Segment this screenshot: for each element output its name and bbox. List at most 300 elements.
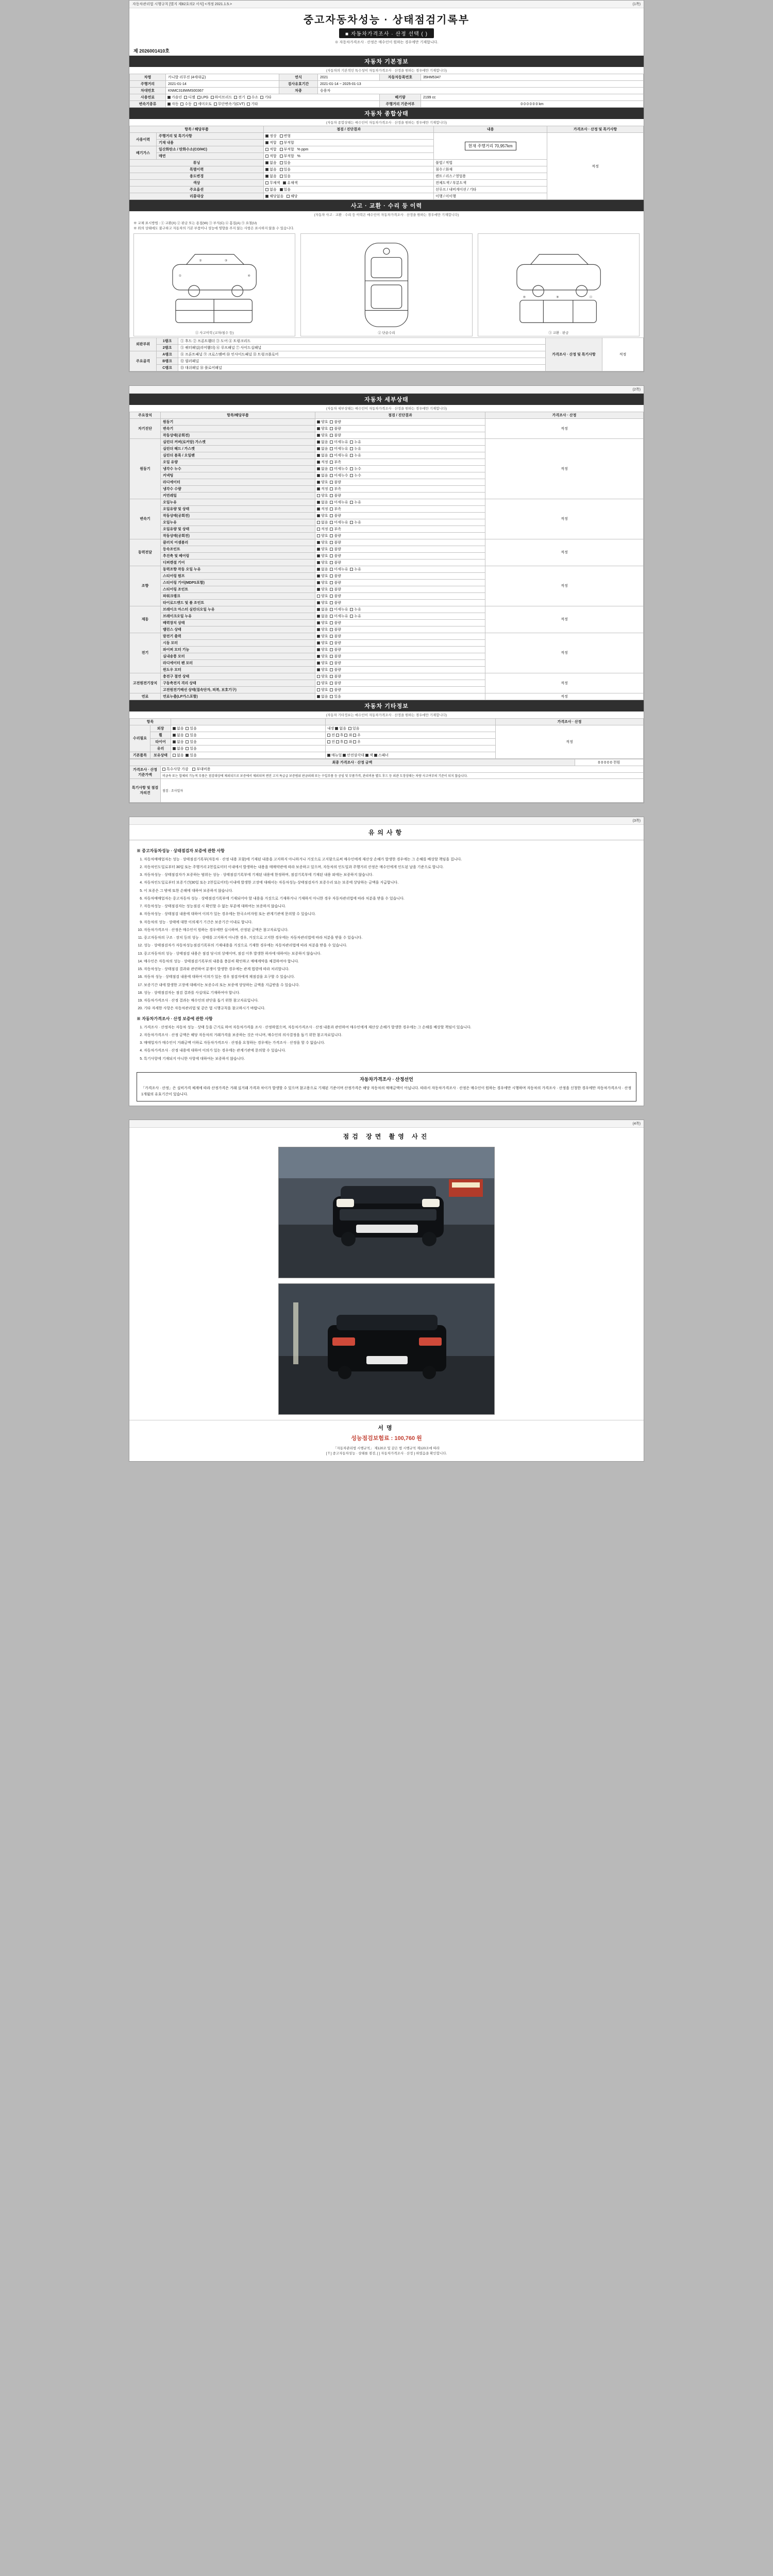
section-basic-info: 자동차 기본정보 xyxy=(129,56,644,67)
etc-result-tire[interactable]: 없음 있음 xyxy=(171,738,326,745)
notice-item: 5. 특기사항에 기재되지 아니한 사항에 대하여는 보증하지 않습니다. xyxy=(144,1056,636,1062)
price-special-note: 비금속 또는 합체의 기능적 부품은 점검대상에 제외되므로 보증에서 제외되며 엔진 고지 특급급 보증범위 판금외래 또는 수입부품 등 공임 및 부품가격, 관리비용 별도 후드 등 외관 도장상태는 차량 사고여부의 기준이 되지 않습니다. xyxy=(161,772,644,778)
etc-result-glass[interactable]: 없음 있음 xyxy=(171,745,326,752)
detail-item-1-8: 커먼레일 xyxy=(161,492,315,499)
inspection-photo-rear[interactable] xyxy=(278,1283,495,1415)
notice-item: 8. 자동차성능 · 상태점검 내용에 대하여 이의가 있는 경우에는 한국소비자원 또는 관계기관에 문의할 수 있습니다. xyxy=(144,911,636,918)
field-value-firstreg: 2021-01-14 xyxy=(166,81,279,88)
wheel-pos-2[interactable]: 좌 xyxy=(344,734,352,737)
overall-row-5-result[interactable]: 없음 있음 xyxy=(264,166,434,173)
overall-row-9-result[interactable]: 해당없음 해당 xyxy=(264,193,434,200)
field-label-displacement: 배기량 xyxy=(380,94,421,101)
detail-group-1: 원동기 xyxy=(130,438,161,499)
detail-note-8: 적정 xyxy=(485,693,644,700)
detail-result-1-6[interactable]: 양호 불량 xyxy=(315,479,485,485)
detail-item-5-1: 브레이크오일 누유 xyxy=(161,613,315,619)
final-price-label: 최종 가격조사 · 산정 금액 xyxy=(130,759,575,766)
car-top-diagram-icon xyxy=(301,234,472,336)
declaration-title: 자동차가격조사 · 산정선언 xyxy=(360,1076,413,1082)
detail-result-3-2[interactable]: 양호 불량 xyxy=(315,552,485,559)
panel-rank-1-rank: 2랭크 xyxy=(157,344,178,351)
etc-result-interior[interactable]: 내장 없음 있음 xyxy=(326,725,496,732)
page-3-header-left xyxy=(132,818,133,823)
panel-rank-1-items: ⑤ 쿼터패널(리어휀더) ⑥ 루프패널 ⑦ 사이드실패널 xyxy=(178,344,546,351)
overall-row-4-right: 불법 / 적법 xyxy=(434,160,547,166)
notice-item: 15. 자동차성능 · 상태점검 결과와 관련하여 분쟁이 발생한 경우에는 관계 법령에 따라 처리합니다. xyxy=(144,967,636,973)
notice-body xyxy=(129,840,644,1068)
car-diagram-right[interactable] xyxy=(478,233,640,336)
overall-row-7-right: 전체도색 / 부분도색 xyxy=(434,180,547,187)
section-detail-state: 자동차 세부상태 xyxy=(129,394,644,405)
page-4 xyxy=(129,1120,644,1462)
overall-row-8-result[interactable]: 없음 있음 xyxy=(264,187,434,193)
overall-note-cell: 적정 xyxy=(547,133,644,200)
field-label-cartype: 차종 xyxy=(279,88,318,94)
overall-row-1-result[interactable]: 적합 부적합 xyxy=(264,140,434,146)
special-notes-value: 점검 · 조사일자 xyxy=(161,778,644,802)
detail-result-2-3[interactable]: 없음 미세누유 누유 xyxy=(315,519,485,526)
detail-result-1-0[interactable]: 없음 미세누유 누유 xyxy=(315,438,485,445)
notice-list-3 xyxy=(144,1025,636,1062)
detail-result-6-0[interactable]: 양호 불량 xyxy=(315,633,485,639)
basic-info-table xyxy=(129,74,644,108)
report-number xyxy=(129,46,644,56)
detail-note-4: 적정 xyxy=(485,566,644,606)
detail-result-3-1[interactable]: 양호 불량 xyxy=(315,546,485,552)
car-diagram-mid[interactable] xyxy=(300,233,473,336)
fuel-option-3[interactable]: 하이브리드 xyxy=(211,96,232,99)
notice-item: 3. 매매업자가 매수인이 거래금액 이하로 자동차가격조사 · 산정을 요청하는 경우에는 가격조사 · 산정을 할 수 없습니다. xyxy=(144,1040,636,1046)
detail-group-0: 자기진단 xyxy=(130,418,161,438)
field-value-inspect: 2021-01-14 ~ 2025-01-13 xyxy=(318,81,644,88)
field-value-vin: KNMC318WMS00367 xyxy=(166,88,279,94)
overall-row-4-result[interactable]: 없음 있음 xyxy=(264,160,434,166)
tire-pos-2[interactable]: 좌 xyxy=(344,740,352,744)
panel-rank-4-rank: C랭크 xyxy=(157,364,178,371)
detail-result-7-1[interactable]: 양호 불량 xyxy=(315,680,485,686)
section-etc-info: 자동차 기타정보 xyxy=(129,700,644,711)
notice-title: 유의사항 xyxy=(129,825,644,840)
notice-item: 5. 이 보증은 그 밖에 또한 손해에 대하여 보증하지 않습니다. xyxy=(144,888,636,894)
detail-result-7-0[interactable]: 양호 불량 xyxy=(315,673,485,680)
detail-item-1-7: 냉각수 수량 xyxy=(161,485,315,492)
report-number-label: 제 xyxy=(133,48,138,54)
detail-result-6-2[interactable]: 양호 불량 xyxy=(315,646,485,653)
car-side-diagram-icon xyxy=(134,234,295,336)
etc-group-basic: 기본품목 xyxy=(130,752,150,758)
trans-option-2[interactable]: 세미오토 xyxy=(194,103,212,106)
detail-item-2-0: 오일누유 xyxy=(161,499,315,505)
photo-front-illustration xyxy=(279,1147,495,1278)
detail-item-1-5: 커넥팅 xyxy=(161,472,315,479)
footer-legal-line-2: [ T ] 중고자동차성능 · 상태를 점검, [ ] 자동차가격조사 · 산정 } 하였음을 확인합니다. xyxy=(326,1452,447,1456)
svg-text:②: ② xyxy=(199,259,202,262)
section-overall-note: (자동차 종합상태는 매수인이 자동차가격조사 · 산정을 원하는 경우에만 기재합니다) xyxy=(326,121,447,125)
overall-row-9-key: 리콜대상 xyxy=(130,193,264,200)
detail-result-0-0[interactable]: 양호 불량 xyxy=(315,418,485,425)
detail-item-3-2: 추진축 및 베어링 xyxy=(161,552,315,559)
overall-col-right: 내용 xyxy=(434,126,547,133)
notice-heading-2: ※ 자동차가격조사 · 산정 보증에 관한 사항 xyxy=(137,1016,213,1021)
etc-item-glass: 유리 xyxy=(150,745,171,752)
notice-item: 4. 자동차가격조사 · 산정 내용에 대하여 이의가 있는 경우에는 관계기관에 문의할 수 있습니다. xyxy=(144,1048,636,1054)
section-basic-note: (자동차의 기본적인 특수성이 자동차가격조사 · 산정을 원하는 경우에만 기재합니다) xyxy=(326,69,447,73)
overall-row-2-result[interactable]: 적합 부적합 % ppm xyxy=(264,146,434,153)
page-1 xyxy=(129,0,644,372)
car-diagram-mid-caption: ② 단순수리 xyxy=(378,331,395,335)
field-label-mileage-std: 주행거리 기준여부 xyxy=(380,101,421,108)
report-number-value: 2026001410호 xyxy=(139,48,170,54)
detail-result-4-4[interactable]: 양호 불량 xyxy=(315,592,485,599)
detail-result-2-2[interactable]: 양호 불량 xyxy=(315,512,485,519)
price-check-1[interactable]: 특수사항 가감 xyxy=(162,768,189,771)
tire-pos-0[interactable]: 전 xyxy=(327,740,335,744)
fuel-option-5[interactable]: 수소 xyxy=(247,96,259,99)
detail-item-1-4: 냉각수 누수 xyxy=(161,465,315,472)
detail-result-2-0[interactable]: 없음 미세누유 누유 xyxy=(315,499,485,505)
notice-item: 16. 자동차 성능 · 상태점검 내용에 대하여 이의가 있는 경우 점검자에게 재점검을 요구할 수 있습니다. xyxy=(144,974,636,980)
overall-row-9-right: 이행 / 미이행 xyxy=(434,193,547,200)
etc-col-note: 가격조사 · 산정 xyxy=(496,718,644,725)
detail-result-1-3[interactable]: 적정 부족 xyxy=(315,459,485,465)
page-3 xyxy=(129,817,644,1106)
notice-item: 7. 자동차성능 · 상태점검자는 성능점검 시 확인할 수 없는 부분에 대하여는 보증하지 않습니다. xyxy=(144,904,636,910)
detail-result-1-2[interactable]: 없음 미세누유 누유 xyxy=(315,452,485,459)
form-legal-ref: 자동차관리법 시행규칙 [별지 제82호의2 서식] <개정 2021.1.5.> xyxy=(132,3,232,6)
detail-state-table xyxy=(129,412,644,700)
notice-item: 11. 중고자동차의 구조 · 장치 등의 성능 · 상태를 고지하지 아니한 경우, 거짓으로 고지한 경우에는 자동차관리법에 따라 처분을 받을 수 있습니다. xyxy=(144,935,636,941)
car-diagram-left-caption: ① 사고이력 (교차/침수 등) xyxy=(195,331,234,335)
overall-row-2-key: 배기가스 xyxy=(130,146,157,160)
accident-diagram-area xyxy=(129,218,644,337)
accident-right-col-label: 가격조사 · 산정 및 특기사항 xyxy=(546,337,602,371)
detail-result-5-3[interactable]: 양호 불량 xyxy=(315,626,485,633)
price-basis-checks[interactable] xyxy=(161,766,644,772)
page-4-header-left xyxy=(132,1121,133,1126)
field-label-carname: 차명 xyxy=(130,74,166,81)
detail-note-5: 적정 xyxy=(485,606,644,633)
page-2-header xyxy=(129,386,644,394)
detail-col-item: 항목/해당부품 xyxy=(161,412,315,418)
etc-basic-items[interactable] xyxy=(326,752,496,758)
detail-item-3-3: 디퍼렌셜 기어 xyxy=(161,559,315,566)
inspection-insurance-fee: 성능점검보험료 : 100,760 원 xyxy=(351,1435,422,1442)
trans-option-4[interactable]: 기타 xyxy=(247,103,258,106)
overall-row-6-right: 렌트 / 리스 / 영업용 xyxy=(434,173,547,180)
detail-item-1-0: 실린더 커버(로커암) 가스켓 xyxy=(161,438,315,445)
notice-item: 13. 중고자동차의 성능 · 상태점검 내용은 점검 당시의 상태이며, 점검 이후 발생한 하자에 대하여는 보증하지 않습니다. xyxy=(144,951,636,957)
etc-item-tire: 타이어 xyxy=(150,738,171,745)
overall-col-item: 항목 / 해당부품 xyxy=(130,126,264,133)
panel-rank-0-rank: 1랭크 xyxy=(157,337,178,344)
page-number-2: (2쪽) xyxy=(632,387,641,392)
etc-item-basic: 보유상태 xyxy=(150,752,171,758)
section-detail-note: (자동차 세부상태는 매수인이 자동차가격조사 · 산정을 원하는 경우에만 기재합니다) xyxy=(326,406,447,411)
panel-rank-0-key: 외판부위 xyxy=(130,337,157,351)
etc-item-exterior: 외장 xyxy=(150,725,171,732)
detail-result-8-0[interactable]: 없음 있음 xyxy=(315,693,485,700)
detail-result-0-1[interactable]: 양호 불량 xyxy=(315,425,485,432)
tire-pos-1[interactable]: 후 xyxy=(336,740,344,744)
photos-title: 점검 장면 촬영 사진 xyxy=(343,1132,430,1140)
page-subtitle: ■ 자동차가격조사 · 산정 선택 ( ) xyxy=(339,28,434,38)
etc-item-wheel: 휠 xyxy=(150,732,171,738)
notice-item: 10. 자동차가격조사 · 산정은 매수인이 원하는 경우에만 실시하며, 산정된 금액은 참고자료입니다. xyxy=(144,927,636,934)
detail-result-3-3[interactable]: 양호 불량 xyxy=(315,559,485,566)
section-overall-state: 자동차 종합상태 xyxy=(129,108,644,119)
detail-item-5-0: 브레이크 마스터 실린더오일 누유 xyxy=(161,606,315,613)
notice-item: 20. 기타 자세한 사항은 자동차관리법 및 같은 법 시행규칙을 참고하시기 바랍니다. xyxy=(144,1006,636,1012)
wheel-pos-0[interactable]: 전 xyxy=(327,734,335,737)
detail-result-4-1[interactable]: 양호 불량 xyxy=(315,572,485,579)
detail-item-3-1: 등속조인트 xyxy=(161,546,315,552)
car-diagram-left[interactable] xyxy=(133,233,295,336)
page-2-header-left xyxy=(132,387,133,392)
notice-list-1 xyxy=(144,857,636,934)
detail-item-7-0: 충전구 절연 상태 xyxy=(161,673,315,680)
detail-group-8: 연료 xyxy=(130,693,161,700)
basic-item-3[interactable]: 스패너 xyxy=(374,754,389,757)
fuel-option-0[interactable]: 가솔린 xyxy=(167,96,182,99)
detail-item-4-4: 파워크랭크 xyxy=(161,592,315,599)
panel-rank-4-items: ⑬ 대쉬패널 ⑭ 플로어패널 xyxy=(178,364,546,371)
etc-result-basic[interactable]: 없음 있음 xyxy=(171,752,326,758)
detail-note-7: 적정 xyxy=(485,673,644,693)
etc-tire-positions[interactable] xyxy=(326,738,496,745)
overall-row-5-key: 특별이력 xyxy=(130,166,264,173)
fuel-option-6[interactable]: 기타 xyxy=(260,96,272,99)
detail-item-6-0: 발전기 출력 xyxy=(161,633,315,639)
detail-group-2: 변속기 xyxy=(130,499,161,539)
svg-text:⑨: ⑨ xyxy=(556,296,559,299)
overall-col-note: 가격조사 · 산정 및 특기사항 xyxy=(547,126,644,133)
detail-result-4-0[interactable]: 없음 미세누유 누유 xyxy=(315,566,485,572)
svg-text:④: ④ xyxy=(247,274,250,278)
field-value-carname: 카니발 리무진 (4세대급) xyxy=(166,74,279,81)
overall-row-1-sub: 기재 내용 xyxy=(157,140,264,146)
overall-row-7-key: 색상 xyxy=(130,180,264,187)
field-label-vin: 차대번호 xyxy=(130,88,166,94)
detail-item-6-4: 라디에이터 팬 모터 xyxy=(161,659,315,666)
etc-glass-blank xyxy=(326,745,496,752)
overall-row-6-result[interactable]: 없음 있음 xyxy=(264,173,434,180)
detail-item-6-2: 와이퍼 모터 기능 xyxy=(161,646,315,653)
detail-result-6-4[interactable]: 양호 불량 xyxy=(315,659,485,666)
etc-wheel-positions[interactable] xyxy=(326,732,496,738)
basic-item-0[interactable]: 매뉴얼 xyxy=(327,754,342,757)
detail-group-3: 동력전달 xyxy=(130,539,161,566)
page-1-header xyxy=(129,1,644,8)
panel-rank-0-items: ① 후드 ② 프론트휀더 ③ 도어 ④ 트렁크리드 xyxy=(178,337,546,344)
etc-group-repair: 수리필요 xyxy=(130,725,150,752)
wheel-pos-3[interactable]: 우 xyxy=(353,734,361,737)
fuel-checkbox-group[interactable] xyxy=(166,94,380,101)
overall-row-0-sub: 주행거리 및 특기사항 xyxy=(157,133,264,140)
detail-note-6: 적정 xyxy=(485,633,644,673)
detail-result-5-2[interactable]: 양호 불량 xyxy=(315,619,485,626)
detail-note-2: 적정 xyxy=(485,499,644,539)
detail-result-4-2[interactable]: 양호 불량 xyxy=(315,579,485,586)
detail-result-3-0[interactable]: 양호 불량 xyxy=(315,539,485,546)
detail-item-4-5: 타이로드엔드 및 볼 조인트 xyxy=(161,599,315,606)
price-basis-label: 가격조사 · 산정 기준가액 xyxy=(130,766,161,778)
detail-result-2-5[interactable]: 양호 불량 xyxy=(315,532,485,539)
section-etc-note: (자동차 기타정보는 매수인이 자동차가격조사 · 산정을 원하는 경우에만 기재합니다) xyxy=(326,713,447,717)
svg-text:⑧: ⑧ xyxy=(523,296,526,299)
fuel-option-4[interactable]: 전기 xyxy=(234,96,245,99)
declaration-box xyxy=(137,1072,636,1101)
overall-row-0-result[interactable]: 정상 변형 xyxy=(264,133,434,140)
detail-item-7-2: 고전원전기배선 상태(접속단자, 피복, 보호기구) xyxy=(161,686,315,693)
notice-item: 1. 가격조사 · 산정자는 자동차 성능 · 상태 등을 근거로 하여 자동차가격을 조사 · 산정하였으며, 자동차가격조사 · 산정 내용과 관련하여 매수인에게 재산상 손해가 발생한 경우에는 그 손해를 배상할 책임이 있습니다. xyxy=(144,1025,636,1031)
wheel-pos-1[interactable]: 후 xyxy=(336,734,344,737)
detail-col-note: 가격조사 · 산정 xyxy=(485,412,644,418)
car-diagrams xyxy=(133,233,640,336)
notice-item: 2. 자동차인도일로부터 30일 또는 주행거리 2천킬로미터 이내에서 발생하는 내용을 매매약관에 따라 보증하고 있으며, 자동차의 인도일과 주행거리 산정은 매수인에게 인도된 날을 기준으로 합니다. xyxy=(144,865,636,871)
basic-item-2[interactable]: 잭 xyxy=(365,754,373,757)
field-value-cartype: 승용차 xyxy=(318,88,644,94)
detail-result-6-1[interactable]: 양호 불량 xyxy=(315,639,485,646)
overall-row-8-key: 주요옵션 xyxy=(130,187,264,193)
overall-row-3-sub: 매연 xyxy=(157,153,264,160)
trans-option-3[interactable]: 무단변속기(CVT) xyxy=(214,103,245,106)
notice-item: 1. 자동차매매업자는 성능 · 상태점검기록부(자동차 · 산정 내용 포함)에 기재된 내용을 고지하지 아니하거나 거짓으로 고지함으로써 매수인에게 재산상 손해가 발생한 경우에는 그 손해를 배상할 책임을 집니다. xyxy=(144,857,636,863)
detail-result-5-0[interactable]: 없음 미세누유 누유 xyxy=(315,606,485,613)
final-price-amount: 0 0 0 0 0 천원 xyxy=(575,759,643,766)
detail-result-4-5[interactable]: 양호 불량 xyxy=(315,599,485,606)
notice-item: 2. 자동차가격조사 · 산정 금액은 해당 자동차의 거래가격을 보증하는 것은 아니며, 매수인의 의사결정을 돕기 위한 참고자료입니다. xyxy=(144,1032,636,1039)
footer-legal-note xyxy=(129,1446,644,1461)
detail-item-2-2: 작동상태(공회전) xyxy=(161,512,315,519)
overall-row-8-right: 선루프 / 내비게이션 / 기타 xyxy=(434,187,547,193)
page-number-4: (4쪽) xyxy=(632,1122,641,1126)
detail-item-0-0: 원동기 xyxy=(161,418,315,425)
detail-item-6-5: 윈도우 모터 xyxy=(161,666,315,673)
field-label-regno: 자동차등록번호 xyxy=(380,74,421,81)
detail-item-3-0: 클러치 어셈블리 xyxy=(161,539,315,546)
overall-row-0-key: 사용이력 xyxy=(130,133,157,146)
detail-group-6: 전기 xyxy=(130,633,161,673)
signature-title: 서명 xyxy=(129,1420,644,1433)
field-value-displacement: 2199 cc xyxy=(421,94,644,101)
detail-result-2-1[interactable]: 적정 부족 xyxy=(315,505,485,512)
detail-result-5-1[interactable]: 없음 미세누유 누유 xyxy=(315,613,485,619)
etc-result-exterior[interactable]: 없음 있음 xyxy=(171,725,326,732)
detail-result-1-4[interactable]: 없음 미세누수 누수 xyxy=(315,465,485,472)
overall-row-3-result[interactable]: 적합 부적합 % xyxy=(264,153,434,160)
notice-item: 14. 매수인은 자동차의 성능 · 상태점검기록부의 내용을 충분히 확인하고 매매계약을 체결하여야 합니다. xyxy=(144,959,636,965)
detail-result-1-7[interactable]: 적정 부족 xyxy=(315,485,485,492)
detail-result-6-3[interactable]: 양호 불량 xyxy=(315,653,485,659)
declaration-text: 「가격조사 · 산정」은 실비가격 체계에 따라 산정가격은 거래 실거래 가격과 차이가 발생할 수 있으며 참고용으로 기재된 기준이며 산정가격은 해당 자동차의 매매금액이 아닙니다. 따라서 자동차가격조사 · 산정은 매수인이 원하는 경우에만 시행하며 자동차의 가격조사 · 산정을 신청한 경우에만 자동차가격조사 · 산정 1개월의 유효기간이 있습니다. xyxy=(141,1087,632,1096)
title-block xyxy=(129,8,644,46)
overall-row-7-result[interactable]: 무채색 유채색 xyxy=(264,180,434,187)
detail-result-4-3[interactable]: 양호 불량 xyxy=(315,586,485,592)
notice-item: 9. 자동차의 성능 · 상태에 대한 이의제기 기간은 보증기간 이내로 합니다. xyxy=(144,920,636,926)
panel-rank-2-rank: A랭크 xyxy=(157,351,178,358)
detail-item-1-1: 실린더 헤드 / 가스켓 xyxy=(161,445,315,452)
mileage-readout: 현재 주행거리 70,957km xyxy=(465,142,516,150)
detail-item-6-1: 시동 모터 xyxy=(161,639,315,646)
detail-item-4-3: 스티어링 조인트 xyxy=(161,586,315,592)
detail-item-2-3: 오일누유 xyxy=(161,519,315,526)
page-4-header xyxy=(129,1120,644,1128)
notice-item: 4. 자동차인도일로부터 보증기간(30일 또는 2천킬로미터) 이내에 발생한 고장에 대해서는 자동차성능·상태점검자가 보증수리 또는 보증에 상당하는 금액을 지급합니다. xyxy=(144,880,636,886)
photo-list xyxy=(129,1145,644,1420)
detail-item-8-0: 연료누출(LP가스포함) xyxy=(161,693,315,700)
notice-item: 6. 자동차매매업자는 중고자동차 성능 · 상태점검기록부에 기재되어야 할 내용을 거짓으로 기재하거나 기재하지 아니한 경우 자동차관리법에 따라 처분을 받을 수 있습니다. xyxy=(144,896,636,902)
page-2 xyxy=(129,385,644,803)
final-price-table xyxy=(129,759,644,803)
basic-item-1[interactable]: 안전삼각대 xyxy=(343,754,364,757)
detail-item-4-0: 동력조향 작동 오일 누유 xyxy=(161,566,315,572)
svg-text:①: ① xyxy=(178,274,182,278)
transmission-checkbox-group[interactable] xyxy=(166,101,380,108)
panel-rank-table xyxy=(129,337,644,371)
trans-option-1[interactable]: 수동 xyxy=(180,103,192,106)
panel-rank-2-key: 주요골격 xyxy=(130,351,157,371)
fuel-option-1[interactable]: 디젤 xyxy=(184,96,195,99)
etc-note-cell: 적정 xyxy=(496,725,644,758)
field-label-year: 연식 xyxy=(279,74,318,81)
detail-item-6-3: 실내송풍 모터 xyxy=(161,653,315,659)
detail-item-0-1: 변속기 xyxy=(161,425,315,432)
detail-col-group: 주요장치 xyxy=(130,412,161,418)
detail-col-result: 점검 / 진단결과 xyxy=(315,412,485,418)
detail-note-0: 적정 xyxy=(485,418,644,438)
detail-result-6-5[interactable]: 양호 불량 xyxy=(315,666,485,673)
svg-text:⑪: ⑪ xyxy=(589,296,593,299)
detail-group-4: 조향 xyxy=(130,566,161,606)
detail-item-5-2: 배력장치 상태 xyxy=(161,619,315,626)
detail-result-0-2[interactable]: 양호 불량 xyxy=(315,432,485,438)
inspection-photo-front[interactable] xyxy=(278,1147,495,1278)
section-accident-history: 사고 · 교환 · 수리 등 이력 xyxy=(129,200,644,211)
tire-pos-3[interactable]: 우 xyxy=(353,740,361,744)
detail-result-7-2[interactable]: 양호 불량 xyxy=(315,686,485,693)
overall-row-4-key: 튜닝 xyxy=(130,160,264,166)
price-check-2[interactable]: 부대비용 xyxy=(192,768,210,771)
detail-result-1-5[interactable]: 없음 미세누수 누수 xyxy=(315,472,485,479)
panel-rank-2-items: ⑧ 프론트패널 ⑨ 크로스멤버 ⑩ 인사이드패널 ⑪ 트렁크플로어 xyxy=(178,351,546,358)
detail-result-1-8[interactable]: 양호 불량 xyxy=(315,492,485,499)
section-accident-note: (자동차 사고 · 교환 · 수리 등 이력은 매수인이 자동차가격조사 · 산정을 원하는 경우에만 기재합니다) xyxy=(314,213,459,217)
etc-table xyxy=(129,718,644,759)
etc-col-blank2 xyxy=(326,718,496,725)
detail-item-4-2: 스티어링 기어(MDPS포함) xyxy=(161,579,315,586)
trans-option-0[interactable]: 자동 xyxy=(167,103,179,106)
detail-item-1-3: 오일 유량 xyxy=(161,459,315,465)
detail-result-2-4[interactable]: 적정 부족 xyxy=(315,526,485,532)
notice-item: 3. 자동차성능 · 상태점검자가 보증하는 범위는 성능 · 상태점검기록부에 기재된 내용에 한정하며, 점검기록부에 기재된 내용 외에는 보증하지 않습니다. xyxy=(144,872,636,878)
car-frame-diagram-icon xyxy=(478,234,639,336)
page-number-3: (3쪽) xyxy=(632,819,641,823)
notice-heading-1: ※ 중고자동차성능 · 상태점검자 보증에 관한 사항 xyxy=(137,848,225,853)
field-label-inspect: 검사유효기간 xyxy=(279,81,318,88)
diagram-legend-2: ※ 위의 상태에도 불구하고 자동차의 기본 부품이나 성능에 영향을 주지 않는 사항은 표시하지 않을 수 있습니다. xyxy=(133,226,294,230)
photo-rear-illustration xyxy=(279,1284,495,1415)
detail-result-1-1[interactable]: 없음 미세누유 누유 xyxy=(315,445,485,452)
fuel-option-2[interactable]: LPG xyxy=(197,96,209,99)
overall-row-6-key: 용도변경 xyxy=(130,173,264,180)
detail-item-1-6: 라디에이터 xyxy=(161,479,315,485)
notice-item: 19. 자동차가격조사 · 산정 결과는 매수인의 판단을 돕기 위한 참고자료입니다. xyxy=(144,998,636,1004)
detail-item-2-1: 오일유량 및 상태 xyxy=(161,505,315,512)
notice-list-2 xyxy=(144,935,636,1012)
field-value-regno: 35HM5347 xyxy=(421,74,644,81)
overall-row-5-right: 침수 / 화재 xyxy=(434,166,547,173)
etc-result-wheel[interactable]: 없음 있음 xyxy=(171,732,326,738)
